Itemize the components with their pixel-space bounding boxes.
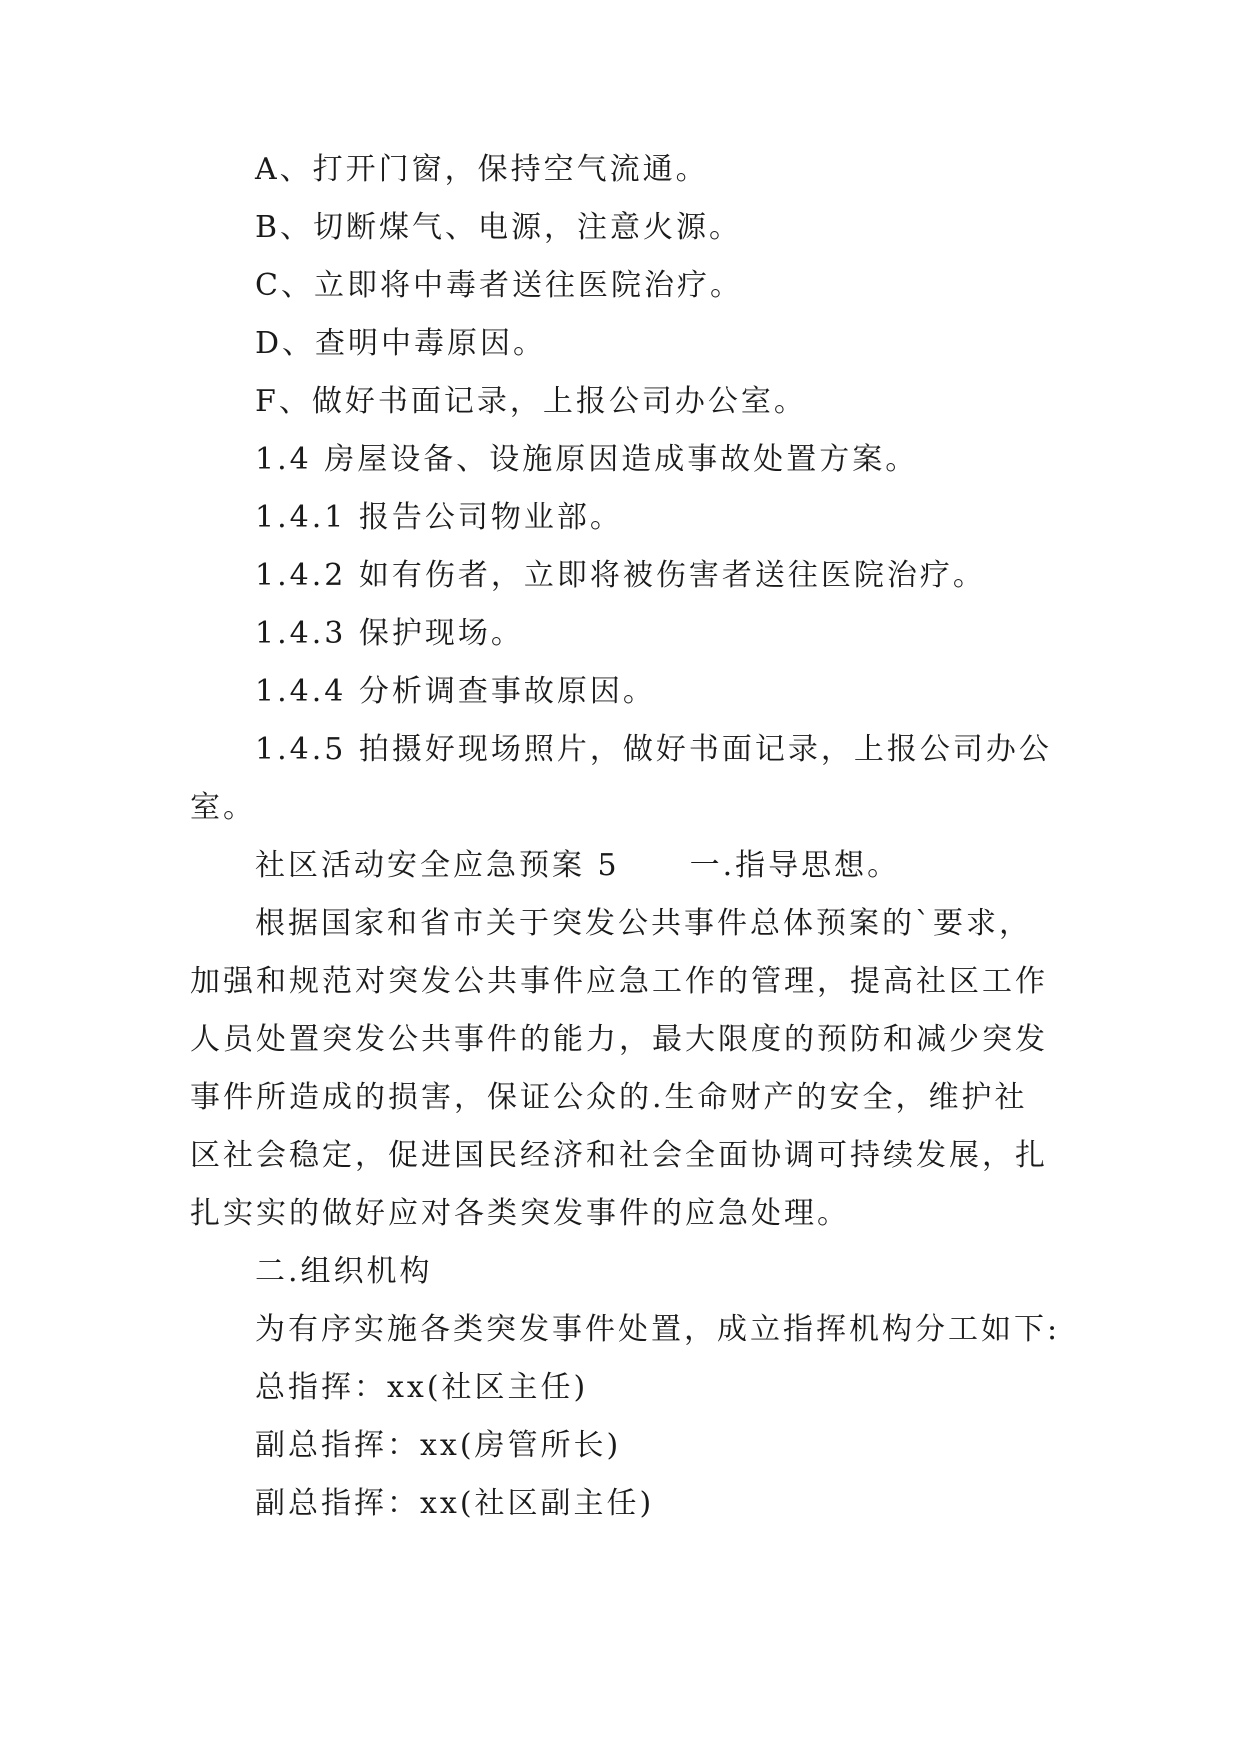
text-line: 扎实实的做好应对各类突发事件的应急处理。	[190, 1196, 850, 1231]
section-heading	[255, 846, 900, 886]
plan-title: 社区活动安全应急预案 5	[255, 848, 620, 883]
text-line: 副总指挥：xx(房管所长)	[255, 1428, 622, 1463]
text-line: 总指挥：xx(社区主任)	[255, 1370, 589, 1405]
text-line: 加强和规范对突发公共事件应急工作的管理，提高社区工作	[190, 964, 1048, 999]
text-line: 事件所造成的损害，保证公众的.生命财产的安全，维护社	[190, 1080, 1028, 1115]
text-line: 1.4.4 分析调查事故原因。	[255, 674, 656, 709]
text-line: 1.4.1 报告公司物业部。	[255, 500, 623, 535]
text-line: 人员处置突发公共事件的能力，最大限度的预防和减少突发	[190, 1022, 1048, 1057]
text-line: C、立即将中毒者送往医院治疗。	[255, 268, 743, 303]
text-line: 1.4.5 拍摄好现场照片，做好书面记录，上报公司办公	[255, 732, 1052, 767]
text-line: D、查明中毒原因。	[255, 326, 547, 361]
text-line: A、打开门窗，保持空气流通。	[255, 152, 709, 187]
text-line: 二.组织机构	[255, 1254, 433, 1289]
text-line: 根据国家和省市关于突发公共事件总体预案的`要求，	[255, 906, 1032, 941]
text-line: 1.4 房屋设备、设施原因造成事故处置方案。	[255, 442, 919, 477]
text-line: F、做好书面记录，上报公司办公室。	[255, 384, 807, 419]
text-line: 1.4.2 如有伤者，立即将被伤害者送往医院治疗。	[255, 558, 986, 593]
text-line: 室。	[190, 790, 256, 825]
text-line: 1.4.3 保护现场。	[255, 616, 524, 651]
text-line: 为有序实施各类突发事件处置，成立指挥机构分工如下:	[255, 1312, 1061, 1347]
text-line: 区社会稳定，促进国民经济和社会全面协调可持续发展，扎	[190, 1138, 1048, 1173]
text-line: 副总指挥：xx(社区副主任)	[255, 1486, 655, 1521]
text-line: B、切断煤气、电源，注意火源。	[255, 210, 743, 245]
section-title: 一.指导思想。	[689, 848, 901, 883]
